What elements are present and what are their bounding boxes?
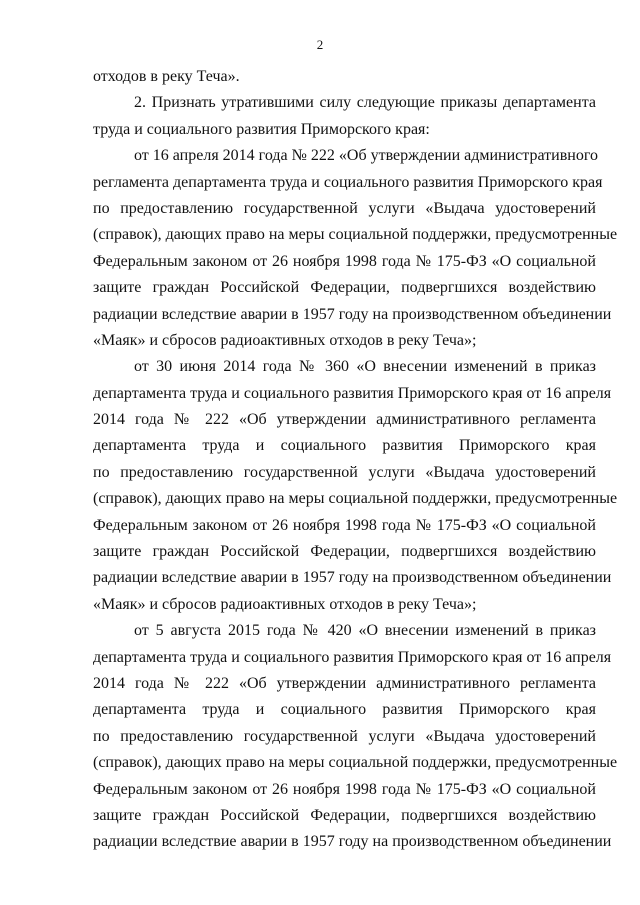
text-line: от 5 августа 2015 года № 420 «О внесении изменений в приказ	[134, 622, 596, 640]
text-line: Федеральным законом от 26 ноября 1998 года № 175-ФЗ «О социальной	[93, 252, 596, 270]
text-line: по предоставлению государственной услуги «Выдача удостоверений	[93, 463, 596, 481]
text-line: защите граждан Российской Федерации, подвергшихся воздействию	[93, 279, 596, 297]
text-line: отходов в реку Теча».	[93, 68, 240, 85]
text-line: 2014 года № 222 «Об утверждении административного регламента	[93, 411, 596, 429]
text-line: (справок), дающих право на меры социальной поддержки, предусмотренные	[93, 226, 618, 244]
document-body	[93, 64, 618, 856]
text-line: департамента труда и социального развития Приморского края от 16 апреля	[93, 384, 612, 402]
text-line: 2014 года № 222 «Об утверждении административного регламента	[93, 674, 596, 692]
text-line: Федеральным законом от 26 ноября 1998 года № 175-ФЗ «О социальной	[93, 516, 596, 534]
text-line: департамента труда и социального развития Приморского края	[93, 701, 596, 719]
text-line: труда и социального развития Приморского края:	[93, 120, 430, 138]
text-line: 2. Признать утратившими силу следующие приказы департамента	[134, 94, 596, 112]
text-line: регламента департамента труда и социального развития Приморского края	[93, 173, 603, 191]
text-line: департамента труда и социального развития Приморского края от 16 апреля	[93, 648, 612, 666]
text-line: по предоставлению государственной услуги «Выдача удостоверений	[93, 199, 596, 217]
text-line: радиации вследствие аварии в 1957 году на производственном объединении	[93, 833, 612, 851]
text-line: (справок), дающих право на меры социальной поддержки, предусмотренные	[93, 754, 618, 772]
text-line: по предоставлению государственной услуги «Выдача удостоверений	[93, 727, 596, 745]
text-line: от 30 июня 2014 года № 360 «О внесении изменений в приказ	[134, 358, 596, 376]
text-line: «Маяк» и сбросов радиоактивных отходов в реку Теча»;	[93, 595, 477, 613]
text-line: радиации вследствие аварии в 1957 году на производственном объединении	[93, 305, 612, 323]
text-line: радиации вследствие аварии в 1957 году на производственном объединении	[93, 569, 612, 587]
text-line: (справок), дающих право на меры социальной поддержки, предусмотренные	[93, 490, 618, 508]
text-line: «Маяк» и сбросов радиоактивных отходов в реку Теча»;	[93, 331, 477, 349]
text-line: Федеральным законом от 26 ноября 1998 года № 175-ФЗ «О социальной	[93, 780, 596, 798]
text-line: защите граждан Российской Федерации, подвергшихся воздействию	[93, 543, 596, 561]
text-line: департамента труда и социального развития Приморского края	[93, 437, 596, 455]
page-number: 2	[316, 37, 324, 52]
text-line: от 16 апреля 2014 года № 222 «Об утверждении административного	[134, 147, 598, 165]
text-line: защите граждан Российской Федерации, подвергшихся воздействию	[93, 806, 596, 824]
